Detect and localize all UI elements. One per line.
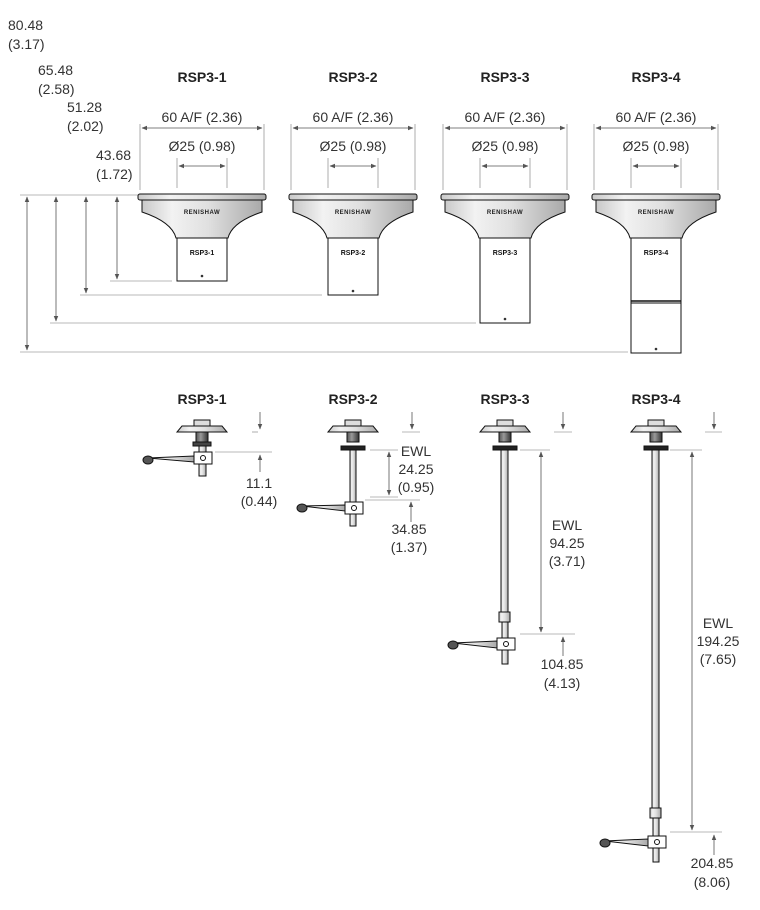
width-label-3: 60 A/F (2.36)	[464, 109, 546, 125]
reach-3-in: (4.13)	[543, 675, 581, 691]
ewl-3-in: (3.71)	[548, 553, 586, 569]
ewl-4-mm: 194.25	[696, 633, 740, 649]
stylus-title-4: RSP3-4	[631, 391, 681, 407]
model-title-4: RSP3-4	[631, 69, 681, 85]
width-label-4: 60 A/F (2.36)	[615, 109, 697, 125]
height-2-in: (2.02)	[67, 118, 104, 134]
ewl-label-2: EWL	[400, 443, 432, 459]
width-label-1: 60 A/F (2.36)	[161, 109, 243, 125]
brand-logo-1: RENISHAW	[183, 210, 221, 216]
model-title-3: RSP3-3	[480, 69, 530, 85]
stylus-title-3: RSP3-3	[480, 391, 530, 407]
reach-2-mm: 34.85	[391, 521, 427, 537]
diameter-label-4: Ø25 (0.98)	[622, 138, 690, 154]
body-tag-1: RSP3-1	[189, 250, 215, 257]
stylus-title-2: RSP3-2	[328, 391, 378, 407]
height-1-in: (1.72)	[96, 166, 133, 182]
height-3-mm: 65.48	[38, 62, 74, 78]
ewl-4-in: (7.65)	[699, 651, 737, 667]
top-view	[8, 17, 720, 353]
bottom-view	[143, 391, 740, 890]
height-3-in: (2.58)	[38, 81, 75, 97]
stylus-rsp3-4	[600, 391, 740, 890]
reach-4-mm: 204.85	[690, 855, 734, 871]
body-tag-4: RSP3-4	[643, 250, 669, 257]
body-tag-2: RSP3-2	[340, 250, 366, 257]
ewl-label-3: EWL	[551, 517, 583, 533]
reach-4-in: (8.06)	[693, 874, 731, 890]
stylus-rsp3-2	[297, 391, 434, 555]
reach-1-in: (0.44)	[240, 493, 278, 509]
ewl-2-mm: 24.25	[398, 461, 434, 477]
stylus-rsp3-3	[448, 391, 585, 691]
height-dimensions	[8, 17, 628, 352]
stylus-title-1: RSP3-1	[177, 391, 227, 407]
model-title-2: RSP3-2	[328, 69, 378, 85]
probe-body-rsp3-1	[138, 69, 266, 281]
ewl-label-4: EWL	[702, 615, 734, 631]
reach-2-in: (1.37)	[390, 539, 428, 555]
width-label-2: 60 A/F (2.36)	[312, 109, 394, 125]
stylus-rsp3-1	[143, 391, 277, 509]
height-1-mm: 43.68	[96, 147, 132, 163]
model-title-1: RSP3-1	[177, 69, 227, 85]
height-4-mm: 80.48	[8, 17, 44, 33]
reach-3-mm: 104.85	[540, 656, 584, 672]
brand-logo-4: RENISHAW	[637, 210, 675, 216]
body-tag-3: RSP3-3	[492, 250, 518, 257]
ewl-2-in: (0.95)	[397, 479, 435, 495]
height-2-mm: 51.28	[67, 99, 103, 115]
diameter-label-3: Ø25 (0.98)	[471, 138, 539, 154]
diameter-label-2: Ø25 (0.98)	[319, 138, 387, 154]
brand-logo-3: RENISHAW	[486, 210, 524, 216]
reach-1-mm: 11.1	[245, 475, 273, 491]
ewl-3-mm: 94.25	[549, 535, 585, 551]
diameter-label-1: Ø25 (0.98)	[168, 138, 236, 154]
probe-body-rsp3-4	[592, 69, 720, 353]
probe-body-rsp3-3	[441, 69, 569, 323]
brand-logo-2: RENISHAW	[334, 210, 372, 216]
height-4-in: (3.17)	[8, 36, 45, 52]
probe-body-rsp3-2	[289, 69, 417, 295]
